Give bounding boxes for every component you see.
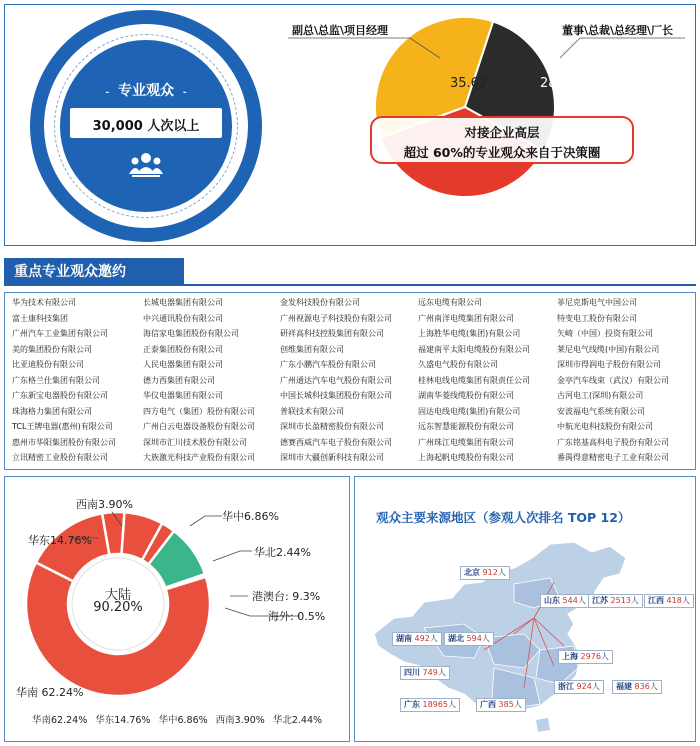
legend-item: 华北2.44% xyxy=(272,715,323,726)
donut-legend xyxy=(32,712,342,726)
invite-company: 美的集团股份有限公司 xyxy=(12,344,92,354)
label-huabei: 华北2.44% xyxy=(254,546,311,559)
invite-company: 德力西集团有限公司 xyxy=(143,375,215,385)
invite-company: 广东格兰仕集团有限公司 xyxy=(12,375,100,385)
invite-company: 金发科技股份有限公司 xyxy=(280,298,360,307)
invite-company: 德赛西威汽车电子股份有限公司 xyxy=(280,437,392,447)
invite-company: 中航光电科技股份有限公司 xyxy=(557,422,653,431)
invite-company: 桂林电线电缆集团有限责任公司 xyxy=(418,375,530,385)
invite-company: 深圳市得润电子股份有限公司 xyxy=(557,360,661,369)
invite-company: 广州珠江电缆集团有限公司 xyxy=(418,437,514,447)
invite-company: TCL王牌电器(惠州)有限公司 xyxy=(12,422,113,431)
callout-line1: 对接企业高层 xyxy=(464,125,540,140)
invite-company: 四方电气（集团）股份有限公司 xyxy=(143,406,255,416)
pie-label-right: 董事\总裁\总经理\厂长 xyxy=(562,24,674,37)
callout-line2: 超过 60%的专业观众来自于决策圈 xyxy=(403,145,601,160)
label-huadong: 华东14.76% xyxy=(28,534,92,547)
label-haiwai: 海外: 0.5% xyxy=(268,610,326,623)
city-label: 广东 18965人 xyxy=(400,698,460,712)
city-label: 湖北 594人 xyxy=(444,632,494,646)
invite-company: 广东新宝电器股份有限公司 xyxy=(12,391,108,400)
invite-company: 深圳市大疆创新科技有限公司 xyxy=(280,453,384,462)
city-label: 江西 418人 xyxy=(644,594,694,608)
legend-item: 西南3.90% xyxy=(215,715,265,726)
invite-company: 研祥高科技控股集团有限公司 xyxy=(280,329,384,338)
invite-company: 菲尼克斯电气中国公司 xyxy=(557,298,637,307)
decision-callout xyxy=(370,116,634,164)
city-label: 广西 385人 xyxy=(476,698,526,712)
invite-company: 远东电缆有限公司 xyxy=(418,298,482,307)
invite-company: 久盛电气股份有限公司 xyxy=(418,360,498,369)
invite-company: 创维集团有限公司 xyxy=(280,344,344,354)
label-xinan: 西南3.90% xyxy=(76,498,133,511)
badge-count: 30,000 人次以上 xyxy=(92,119,200,134)
invite-company: 珠海格力集团有限公司 xyxy=(12,406,92,416)
invite-company: 特变电工股份有限公司 xyxy=(557,313,637,323)
city-label: 四川 749人 xyxy=(400,666,450,680)
pie-value-left: 35.62 xyxy=(450,76,488,91)
badge-title: 专业观众 xyxy=(118,83,174,99)
pie-leader-lines xyxy=(280,10,700,70)
invite-company: 广州白云电器设备股份有限公司 xyxy=(143,422,255,431)
invite-company: 莱尼电气线缆(中国)有限公司 xyxy=(557,344,660,354)
invite-company: 远东智慧能源股份有限公司 xyxy=(418,422,514,431)
invite-company: 广州视源电子科技股份有限公司 xyxy=(280,313,392,323)
invite-company: 富士康科技集团 xyxy=(12,313,68,323)
invite-company: 福建南平太阳电缆股份有限公司 xyxy=(418,344,530,354)
city-label: 浙江 924人 xyxy=(554,680,604,694)
invite-company: 大族激光科技产业股份有限公司 xyxy=(143,453,255,462)
invite-company: 正泰集团股份有限公司 xyxy=(143,344,223,354)
invite-company: 人民电器集团有限公司 xyxy=(143,360,223,369)
donut-center-label: 大陆 xyxy=(104,588,131,603)
city-label: 山东 544人 xyxy=(540,594,590,608)
legend-item: 华东14.76% xyxy=(95,715,151,726)
invite-company: 上海胜华电缆(集团)有限公司 xyxy=(418,329,521,338)
legend-item: 华中6.86% xyxy=(158,715,208,726)
invite-company: 比亚迪股份有限公司 xyxy=(12,360,84,369)
label-huazhong: 华中6.86% xyxy=(222,510,279,523)
invite-company: 固达电线电缆(集团)有限公司 xyxy=(418,406,521,416)
city-label: 江苏 2513人 xyxy=(588,594,643,608)
donut-center-value: 90.20% xyxy=(93,600,143,615)
invite-company: 安波福电气系统有限公司 xyxy=(557,406,645,416)
invite-company: 番禺得意精密电子工业有限公司 xyxy=(557,453,669,462)
invite-company: 中国长城科技集团股份有限公司 xyxy=(280,391,392,400)
invite-company: 海信家电集团股份有限公司 xyxy=(143,329,239,338)
donut-leader-lines xyxy=(0,476,350,676)
invite-title-rule xyxy=(4,284,696,286)
invite-company: 广州汽车工业集团有限公司 xyxy=(12,329,108,338)
invite-company: 惠州市华阳集团股份有限公司 xyxy=(12,437,116,447)
invite-company: 广州南洋电缆集团有限公司 xyxy=(418,313,514,323)
people-icon xyxy=(128,150,164,180)
invite-company: 湖南华菱线缆股份有限公司 xyxy=(418,391,514,400)
invite-company: 华仪电器集团有限公司 xyxy=(143,391,223,400)
invite-company: 立讯精密工业股份有限公司 xyxy=(12,453,108,462)
invite-company: 华为技术有限公司 xyxy=(12,298,76,307)
invite-company: 古河电工(深圳)有限公司 xyxy=(557,391,644,400)
city-label: 上海 2976人 xyxy=(558,650,613,664)
map-title: 观众主要来源地区（参观人次排名 TOP 12） xyxy=(376,510,631,525)
city-label: 北京 912人 xyxy=(460,566,510,580)
invite-title: 重点专业观众邀约 xyxy=(14,264,126,280)
label-huanan: 华南 62.24% xyxy=(16,686,84,699)
invite-title-bar xyxy=(4,258,184,286)
pie-label-left: 副总\总监\项目经理 xyxy=(292,24,389,37)
invite-company: 上海起帆电缆股份有限公司 xyxy=(418,453,514,462)
legend-item: 华南62.24% xyxy=(32,715,88,726)
invite-company: 矢崎（中国）投资有限公司 xyxy=(557,329,653,338)
label-gangaotai: 港澳台: 9.3% xyxy=(252,590,321,603)
city-label: 湖南 492人 xyxy=(392,632,442,646)
invite-company: 广东铭基高科电子股份有限公司 xyxy=(557,437,669,447)
invite-company: 深圳市汇川技术股份有限公司 xyxy=(143,437,247,447)
invite-company: 广州通达汽车电气股份有限公司 xyxy=(280,375,392,385)
invite-company: 金亭汽车线束（武汉）有限公司 xyxy=(557,375,669,385)
invite-company: 普联技术有限公司 xyxy=(280,406,344,416)
city-label: 福建 836人 xyxy=(612,680,662,694)
pie-value-right: 28.09 xyxy=(540,76,578,91)
invite-company: 长城电器集团有限公司 xyxy=(143,298,223,307)
invite-company: 广东小鹏汽车股份有限公司 xyxy=(280,360,376,369)
audience-badge: - 专业观众 - 30,000 人次以上 xyxy=(30,10,262,242)
invite-company: 中兴通讯股份有限公司 xyxy=(143,313,223,323)
invite-company: 深圳市长盈精密股份有限公司 xyxy=(280,422,384,431)
